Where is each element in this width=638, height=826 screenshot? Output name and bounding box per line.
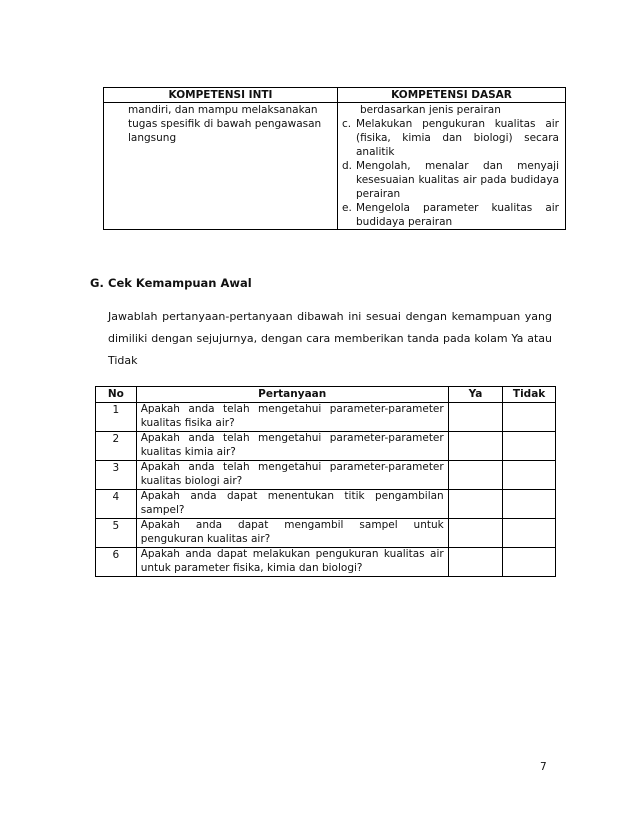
kd-item: [342, 159, 559, 201]
question-row: [96, 519, 556, 548]
section-heading: [90, 276, 252, 290]
header-kompetensi-dasar: KOMPETENSI DASAR: [338, 88, 566, 103]
question-header-row: [96, 387, 556, 403]
header-kompetensi-inti: KOMPETENSI INTI: [104, 88, 338, 103]
competency-table: [103, 87, 566, 230]
question-row: [96, 461, 556, 490]
ki-cell: [104, 103, 338, 230]
question-text: Apakah anda telah mengetahui parameter-parameter kualitas fisika air?: [136, 403, 448, 432]
competency-header-row: [104, 88, 566, 103]
kd-item-marker: d.: [342, 160, 353, 172]
kd-item: [342, 201, 559, 229]
instruction-paragraph: Jawablah pertanyaan-pertanyaan dibawah ini sesuai dengan kemampuan yang dimiliki dengan sejujurnya, dengan cara memberikan tanda pada kolam Ya atau Tidak: [108, 310, 552, 367]
question-text: Apakah anda dapat menentukan titik pengambilan sampel?: [136, 490, 448, 519]
question-row: [96, 403, 556, 432]
question-number: 4: [96, 490, 137, 519]
header-question: Pertanyaan: [136, 387, 448, 403]
tidak-checkbox-cell[interactable]: [503, 461, 556, 490]
question-text: Apakah anda telah mengetahui parameter-parameter kualitas kimia air?: [136, 432, 448, 461]
question-text: Apakah anda telah mengetahui parameter-parameter kualitas biologi air?: [136, 461, 448, 490]
kd-item-text: Melakukan pengukuran kualitas air (fisika, kimia dan biologi) secara analitik: [356, 118, 559, 158]
ya-checkbox-cell[interactable]: [448, 461, 502, 490]
competency-row: [104, 103, 566, 230]
tidak-checkbox-cell[interactable]: [503, 490, 556, 519]
tidak-checkbox-cell[interactable]: [503, 403, 556, 432]
kd-item-marker: c.: [342, 118, 352, 130]
ya-checkbox-cell[interactable]: [448, 403, 502, 432]
question-row: [96, 432, 556, 461]
section-title: Cek Kemampuan Awal: [108, 276, 252, 290]
ya-checkbox-cell[interactable]: [448, 432, 502, 461]
question-row: [96, 490, 556, 519]
kd-item: [342, 117, 559, 159]
header-tidak: Tidak: [503, 387, 556, 403]
header-no: No: [96, 387, 137, 403]
question-table: [95, 386, 556, 577]
page-number: 7: [540, 761, 547, 773]
kd-item-marker: e.: [342, 202, 352, 214]
kd-item-text: Mengelola parameter kualitas air budidaya perairan: [356, 202, 559, 228]
ya-checkbox-cell[interactable]: [448, 490, 502, 519]
question-number: 6: [96, 548, 137, 577]
question-number: 5: [96, 519, 137, 548]
question-number: 2: [96, 432, 137, 461]
kd-list: [338, 103, 565, 229]
tidak-checkbox-cell[interactable]: [503, 519, 556, 548]
section-letter: G.: [90, 276, 104, 290]
question-number: 3: [96, 461, 137, 490]
question-row: [96, 548, 556, 577]
tidak-checkbox-cell[interactable]: [503, 432, 556, 461]
kd-item-text: Mengolah, menalar dan menyaji kesesuaian kualitas air pada budidaya perairan: [356, 160, 559, 200]
ya-checkbox-cell[interactable]: [448, 548, 502, 577]
tidak-checkbox-cell[interactable]: [503, 548, 556, 577]
question-text: Apakah anda dapat melakukan pengukuran kualitas air untuk parameter fisika, kimia dan biologi?: [136, 548, 448, 577]
kd-cell: [338, 103, 566, 230]
ki-text: mandiri, dan mampu melaksanakan tugas spesifik di bawah pengawasan langsung: [128, 104, 322, 144]
header-ya: Ya: [448, 387, 502, 403]
kd-continuation: berdasarkan jenis perairan: [360, 104, 501, 116]
question-text: Apakah anda dapat mengambil sampel untuk pengukuran kualitas air?: [136, 519, 448, 548]
ya-checkbox-cell[interactable]: [448, 519, 502, 548]
question-number: 1: [96, 403, 137, 432]
